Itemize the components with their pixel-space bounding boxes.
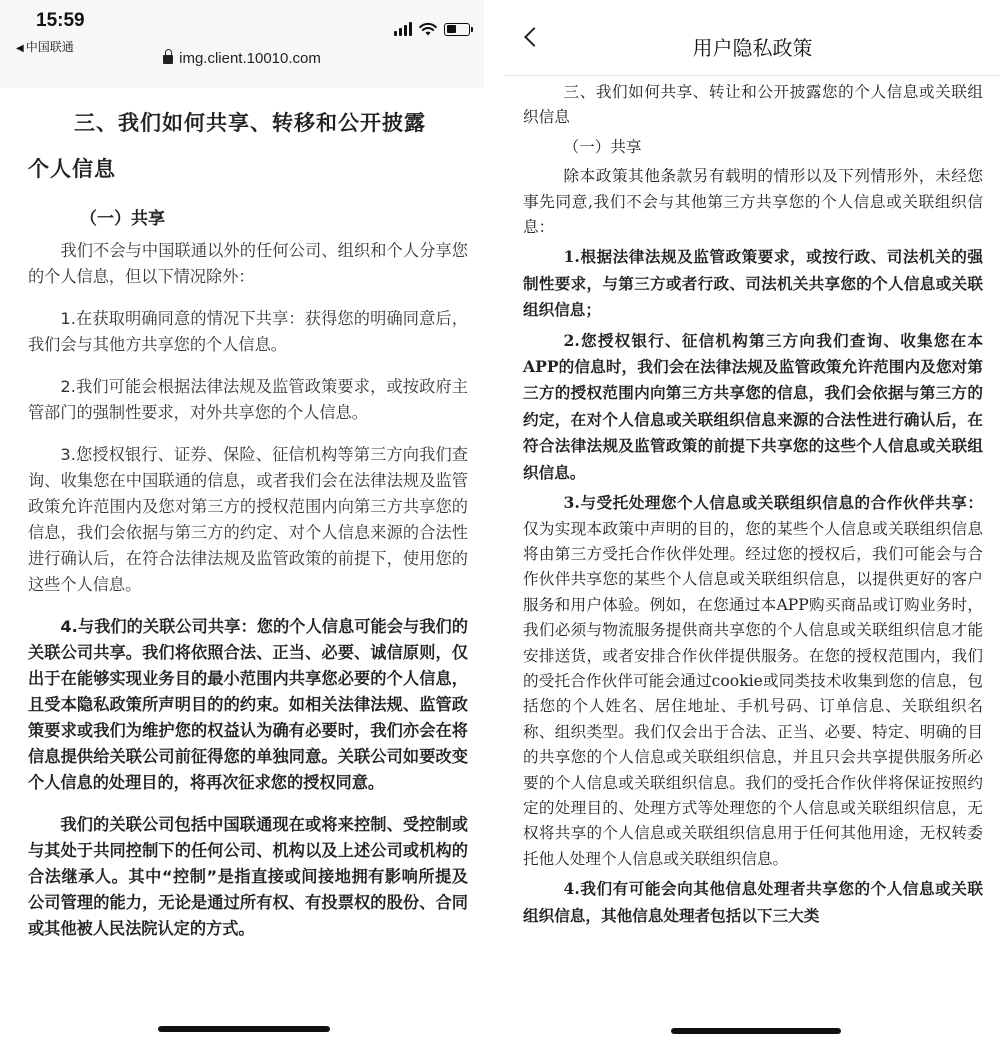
intro-paragraph: 除本政策其他条款另有载明的情形以及下列情形外，未经您事先同意,我们不会与其他第三方共享您的个人信息或关联组织信息：: [523, 167, 983, 237]
list-item: [523, 244, 983, 323]
section-title-cont: 个人信息: [28, 157, 116, 181]
status-bar: [0, 0, 484, 88]
home-indicator[interactable]: [158, 1026, 330, 1032]
carrier-name: 中国联通: [25, 40, 74, 54]
list-item-lead: 2.您授权银行、征信机构第三方向我们查询、收集您在本APP的信息时，我们会在法律法规及监管政策允许范围内及您对第三方的授权范围内向第三方共享您的信息，我们会依据与第三方的约定，在对个人信息或关联组织信息来源的合法性进行确认后，在符合法律法规及监管政策的前提下共享您的这些个人信息或关联组织信息。: [523, 330, 983, 482]
list-item: [523, 328, 983, 486]
signal-bars-icon: [394, 22, 412, 36]
list-item: [523, 876, 983, 929]
nav-bar: [505, 0, 1000, 76]
left-screenshot: [0, 0, 484, 1039]
list-item-lead: 1.根据法律法规及监管政策要求，或按行政、司法机关的强制性要求，与第三方或者行政、司法机关共享您的个人信息或关联组织信息；: [523, 247, 983, 320]
right-policy-content: [523, 80, 983, 933]
paragraph-bold: 4.与我们的关联公司共享：您的个人信息可能会与我们的关联公司共享。我们将依照合法、正当、必要、诚信原则，仅出于在能够实现业务目的最小范围内共享您必要的个人信息，且受本隐私政策所声明目的的约束。如相关法律法规、监管政策要求或我们为维护您的权益认为确有必要时，我们亦会在将信息提供给关联公司前征得您的单独同意。关联公司如要改变个人信息的处理目的，将再次征求您的授权同意。: [28, 617, 468, 792]
subheading: （一）共享: [563, 137, 642, 156]
status-icons: [394, 20, 470, 38]
section-heading: 三、我们如何共享、转让和公开披露您的个人信息或关联组织信息: [523, 83, 983, 127]
paragraph: 3.您授权银行、证券、保险、征信机构等第三方向我们查询、收集您在中国联通的信息，或者我们会在法律法规及监管政策允许范围内及您对第三方的授权范围内向第三方共享您的信息，我们会依据与第三方的约定、对个人信息来源的合法性进行确认后，在符合法律法规及监管政策的前提下，使用您的这些个人信息。: [28, 445, 468, 594]
section-title: 三、我们如何共享、转移和公开披露: [74, 111, 426, 135]
list-item: [523, 490, 983, 872]
home-indicator[interactable]: [671, 1028, 841, 1034]
page-title: 用户隐私政策: [692, 36, 813, 60]
back-triangle-icon: ◀: [16, 43, 24, 54]
list-item-lead: 4.我们有可能会向其他信息处理者共享您的个人信息或关联组织信息，其他信息处理者包括以下三大类: [523, 879, 983, 925]
paragraph-bold: 我们的关联公司包括中国联通现在或将来控制、受控制或与其处于共同控制下的任何公司、机构以及上述公司或机构的合法继承人。其中“控制”是指直接或间接地拥有影响所提及公司管理的能力，无论是通过所有权、有投票权的股份、合同或其他被人民法院认定的方式。: [28, 815, 468, 938]
url-text: img.client.10010.com: [179, 50, 321, 67]
paragraph: 2.我们可能会根据法律法规及监管政策要求，或按政府主管部门的强制性要求，对外共享您的个人信息。: [28, 377, 468, 422]
list-item-body: 仅为实现本政策中声明的目的，您的某些个人信息或关联组织信息将由第三方受托合作伙伴处理。经过您的授权后，我们可能会与合作伙伴共享您的某些个人信息或关联组织信息，以提供更好的客户服务和用户体验。例如，在您通过本APP购买商品或订购业务时，我们必须与物流服务提供商共享您的个人信息或关联组织信息才能安排送货，或者安排合作伙伴提供服务。在您的授权范围内，我们的受托合作伙伴可能会通过cookie或同类技术收集到您的信息，包括您的个人姓名、居住地址、手机号码、订单信息、关联组织名称、组织类型。我们仅会出于合法、正当、必要、特定、明确的目的共享您的个人信息或关联组织信息，并且只会共享提供服务所必要的个人信息或关联组织信息。我们的受托合作伙伴将保证按照约定的处理目的、处理方式等处理您的个人信息或关联组织信息，无权将共享的个人信息或关联组织信息用于任何其他用途，无权转委托他人处理个人信息或关联组织信息。: [523, 519, 983, 868]
wifi-icon: [419, 22, 437, 36]
left-policy-content: [28, 100, 468, 942]
lock-icon: [163, 55, 173, 64]
status-time: 15:59: [36, 10, 85, 31]
address-bar[interactable]: [0, 50, 484, 67]
subheading: （一）共享: [80, 209, 165, 229]
battery-icon: [444, 23, 470, 36]
paragraph: 我们不会与中国联通以外的任何公司、组织和个人分享您的个人信息，但以下情况除外：: [28, 241, 468, 286]
paragraph: 1.在获取明确同意的情况下共享：获得您的明确同意后，我们会与其他方共享您的个人信息。: [28, 309, 468, 354]
right-screenshot: [505, 0, 1000, 1039]
list-item-lead: 3.与受托处理您个人信息或关联组织信息的合作伙伴共享：: [563, 493, 983, 513]
